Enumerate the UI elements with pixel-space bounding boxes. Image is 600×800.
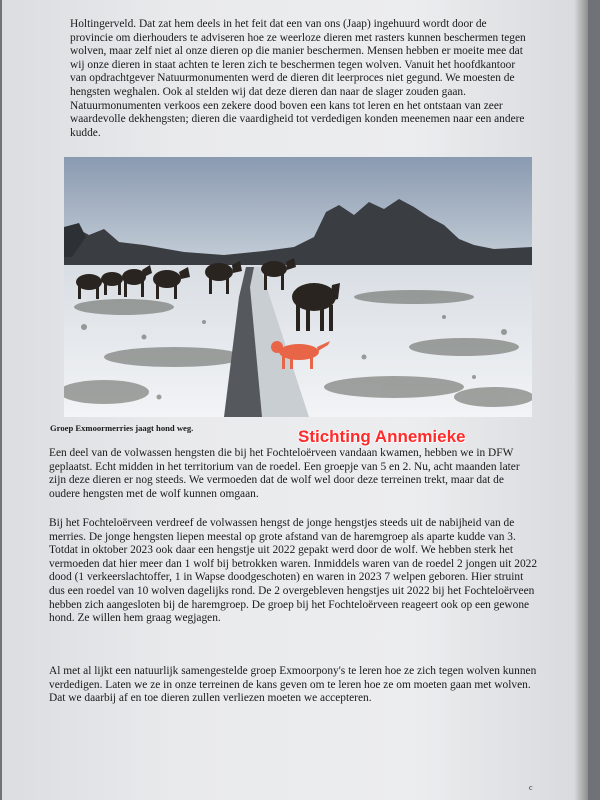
paragraph-dfw-hengsten: Een deel van de volwassen hengsten die bij het Fochteloërveen vandaan kwamen, hebben we in DFW geplaatst. Echt midden in het territorium van de roedel. Een groepje van 5 en 2. Nu, acht maanden later zijn deze dieren er nog steeds. We vermoeden dat de wolf wel door deze terreinen trekt, maar dat de oudere hengsten met de wolf kunnen omgaan. <box>49 447 520 500</box>
paragraph-fochteloerveen: Bij het Fochteloërveen verdreef de volwassen hengst de jonge hengstjes steeds uit de nabijheid van de merries. De jonge hengsten liepen meestal op grote afstand van de haremgroep als aparte kudde van 3. Totdat in oktober 2023 ook daar een hengstje uit 2022 gepakt werd door de wolf. We hebben sterk het vermoeden dat hier meer dan 1 wolf bij betrokken waren. Inmiddels waren van de roedel 2 jongen uit 2022 dood (1 verkeerslachtoffer, 1 in Wapse doodgeschoten) en waren in 2023 7 welpen geboren. Hier struint dus een roedel van 10 wolven dagelijks rond. De 2 overgebleven hengstjes uit 2022 bij het Fochteloërveen hebben zich aangesloten bij de haremgroep. De groep bij het Fochteloërveen reageert ook op een gewone hond. Ze willen hem graag wegjagen. <box>49 517 538 625</box>
photo-caption: Groep Exmoormerries jaagt hond weg. <box>50 423 194 433</box>
watermark-stichting-annemieke: Stichting Annemieke <box>298 427 466 446</box>
paragraph-intro: Holtingerveld. Dat zat hem deels in het feit dat een van ons (Jaap) ingehuurd wordt door de provincie om dierhouders te adviseren hoe ze weerloze dieren met rasters kunnen beschermen tegen wolven, maar zelf niet al onze dieren op die manier beschermen. Mensen hebben er moeite mee dat wij onze dieren in staat achten te leren zich te beschermen tegen wolven. Vanuit het hoofdkantoor van opdrachtgever Natuurmonumenten werd de dieren dit leerproces niet gegund. We moesten de hengsten weghalen. Ook al stelden wij dat deze dieren dan naar de slager zouden gaan. Natuurmonumenten verkoos een zekere dood boven een kans tot leren en het ontstaan van zeer waardevolle dekhengsten; dieren die vaardigheid tot verdedigen konden meenemen naar een andere kudde. <box>70 18 526 139</box>
page-edge-shadow <box>574 0 588 800</box>
photo-exmoor-ponies-chasing-dog <box>64 157 532 417</box>
document-page <box>2 0 588 800</box>
page-number: c <box>529 783 533 792</box>
paragraph-conclusion: Al met al lijkt een natuurlijk samengestelde groep Exmoorpony's te leren hoe ze zich tegen wolven kunnen verdedigen. Laten we ze in onze terreinen de kans geven om te leren hoe ze om moeten gaan met wolven. Dat we daarbij af en toe dieren zullen verliezen moeten we accepteren. <box>49 665 537 705</box>
